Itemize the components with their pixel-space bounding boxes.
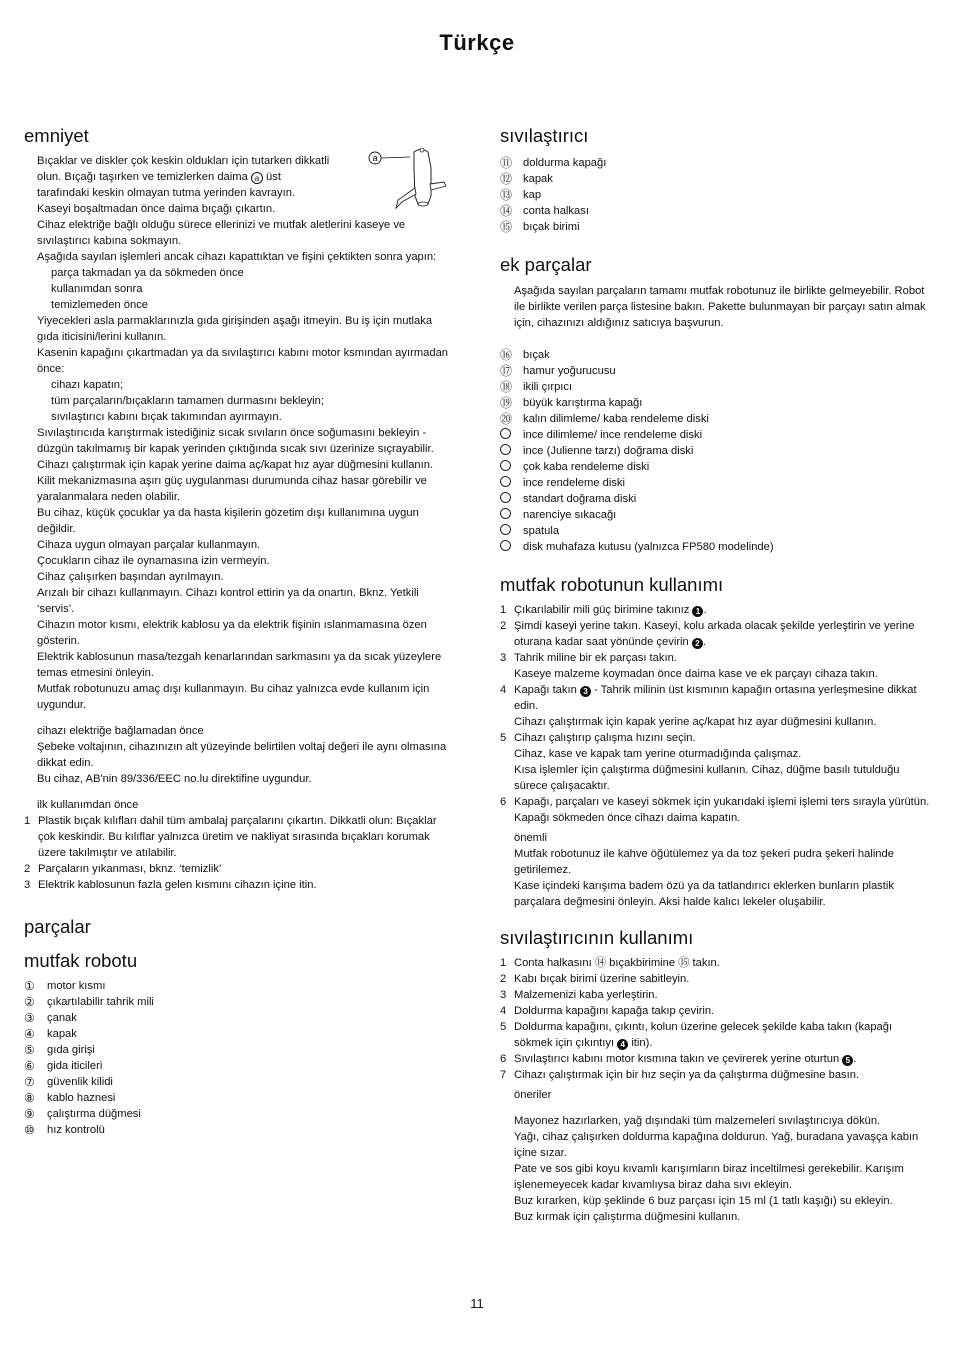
- list-item: ⑱ ikili çırpıcı: [500, 380, 573, 394]
- tips-heading: öneriler: [514, 1089, 552, 1101]
- list-item: ⑩ hız kontrolü: [24, 1123, 105, 1137]
- list-item: 2 Şimdi kaseyi yerine takın. Kaseyi, kolu arkada olacak şekilde yerleştirin ve yerine oturana kadar saat yönünde çevirin 2 .: [500, 620, 915, 648]
- list-item: ⑳ kalın dilimleme/ kaba rendeleme diski: [500, 412, 709, 426]
- robot-heading: mutfak robotu: [24, 950, 138, 971]
- page-number: 11: [470, 1296, 484, 1311]
- safety-line: tarafındaki keskin olmayan tutma yerinden kavrayın.: [37, 187, 296, 199]
- safety-line: Sıvılaştırıcıda karıştırmak istediğiniz sıcak sıvıların önce soğumasını bekleyin - düzgün takılmamış bir kapak yerinden çıktığında sıcak sıvı üzerinize sıçrayabilir.: [37, 427, 434, 455]
- ref-3-icon: 3: [580, 686, 591, 697]
- list-item: standart doğrama diski: [500, 491, 932, 507]
- important-heading: önemli: [514, 832, 547, 844]
- tip-line: Yağı, cihaz çalışırken doldurma kapağına doldurun. Yağ, buradana yavaşça kabın içine sızar.: [514, 1131, 919, 1159]
- list-item: 3 Tahrik miline bir ek parçası takın. Kaseye malzeme koymadan önce daima kase ve ek parçayı cihaza takın.: [500, 652, 878, 680]
- ref-1-icon: 1: [692, 606, 703, 617]
- list-item: 6 Kapağı, parçaları ve kaseyi sökmek için yukarıdaki işlemi işlemi ters sırayla yürütün. Kapağı sökmeden önce cihazı daima kapatın.: [500, 796, 930, 824]
- circle-marker-icon: [500, 476, 511, 487]
- attachments-intro: Aşağıda sayılan parçaların tamamı mutfak robotunuz ile birlikte gelmeyebilir. Robot ile birlikte verilen parça listesine bakın. Pakette bulunmayan bir parçayı satın almak için, cihazınızı aldığınız satıcıya başvurun.: [514, 285, 926, 329]
- list-item: 1 Çıkarılabilir mili güç birimine takınız 1 .: [500, 604, 707, 616]
- list-item: ⑭ conta halkası: [500, 204, 589, 218]
- safety-line: Cihazın motor kısmı, elektrik kablosu ya da elektrik fişinin ıslanmamasına özen gösterin.: [37, 619, 427, 647]
- list-item: 4 Kapağı takın 3 - Tahrik milinin üst kısmının kapağın ortasına yerleşmesine dikkat edin. Cihazı çalıştırmak için kapak yerine aç/kapat hız ayar düğmesini kullanın.: [500, 684, 917, 728]
- connect-line: Şebeke voltajının, cihazınızın alt yüzeyinde belirtilen voltaj değeri ile aynı olmasına dikkat edin.: [37, 741, 447, 769]
- safety-line: Bu cihaz, küçük çocuklar ya da hasta kişilerin gözetim dışı kullanımına uygun değildir.: [37, 507, 419, 535]
- list-item: 2 Kabı bıçak birimi üzerine sabitleyin.: [500, 973, 690, 985]
- connect-heading: cihazı elektriğe bağlamadan önce: [37, 725, 204, 737]
- list-item: ⑬ kap: [500, 188, 542, 202]
- safety-subitem: tüm parçaların/bıçakların tamamen durmasını bekleyin;: [51, 395, 324, 407]
- connect-line: Bu cihaz, AB'nin 89/336/EEC no.lu direktifine uygundur.: [37, 773, 312, 785]
- list-item: ② çıkartılabilir tahrik mili: [24, 995, 154, 1009]
- page-title: Türkçe: [439, 30, 515, 55]
- safety-line: Cihazı çalıştırmak için kapak yerine daima aç/kapat hız ayar düğmesini kullanın.: [37, 459, 434, 471]
- list-item: ince (Julienne tarzı) doğrama diski: [500, 443, 932, 459]
- list-item: 3 Malzemenizi kaba yerleştirin.: [500, 989, 658, 1001]
- safety-line: Kaseyi boşaltmadan önce daima bıçağı çıkartın.: [37, 203, 276, 215]
- list-item: spatula: [500, 523, 932, 539]
- figure-label: a: [372, 153, 378, 163]
- list-item: ⑫ kapak: [500, 172, 553, 186]
- right-column: [500, 124, 932, 1225]
- tip-line: Buz kırmak için çalıştırma düğmesini kullanın.: [514, 1211, 741, 1223]
- attachments-heading: ek parçalar: [500, 254, 592, 275]
- attachments-list: [500, 347, 932, 555]
- circle-marker-icon: [500, 460, 511, 471]
- list-item: ⑰ hamur yoğurucusu: [500, 364, 616, 378]
- circle-marker-icon: [500, 444, 511, 455]
- safety-line: Cihaza uygun olmayan parçalar kullanmayın.: [37, 539, 261, 551]
- ref-2-icon: 2: [692, 638, 703, 649]
- safety-line: Cihaz elektriğe bağlı olduğu sürece ellerinizi ve mutfak aletlerini kaseye ve sıvılaştırıcı kabına sokmayın.: [37, 219, 406, 247]
- liquidiser-usage-heading: sıvılaştırıcının kullanımı: [500, 927, 694, 948]
- list-item: 7 Cihazı çalıştırmak için bir hız seçin ya da çalıştırma düğmesine basın.: [500, 1069, 860, 1081]
- liquidiser-usage-steps: [500, 955, 932, 1083]
- liquidiser-heading: sıvılaştırıcı: [500, 125, 589, 146]
- tips-section: [500, 1087, 932, 1225]
- safety-subitem: temizlemeden önce: [51, 299, 149, 311]
- list-item: ⑦ güvenlik kilidi: [24, 1075, 113, 1089]
- list-item: ince rendeleme diski: [500, 475, 932, 491]
- list-item: 5 Doldurma kapağını, çıkıntı, kolun üzerine gelecek şekilde kaba takın (kapağı sökmek için çıkıntıyı 4 itin).: [500, 1021, 893, 1049]
- circle-marker-icon: [500, 524, 511, 535]
- circle-marker-icon: [500, 540, 511, 551]
- tip-line: Pate ve sos gibi koyu kıvamlı karışımların biraz inceltilmesi gerekebilir. Karışım işlenemeyecek kadar kıvamlıysa biraz daha sıvı ekleyin.: [514, 1163, 904, 1191]
- list-item: çok kaba rendeleme diski: [500, 459, 932, 475]
- safety-line: Çocukların cihaz ile oynamasına izin vermeyin.: [37, 555, 270, 567]
- list-item: ⑮ bıçak birimi: [500, 220, 580, 234]
- safety-line: Kasenin kapağını çıkartmadan ya da sıvılaştırıcı kabını motor ksmından ayırmadan önce:: [37, 347, 449, 375]
- part-a-marker: a: [251, 172, 263, 184]
- important-line: Mutfak robotunuz ile kahve öğütülemez ya da toz şekeri pudra şekeri halinde getirilemez.: [514, 848, 894, 876]
- list-item: ④ kapak: [24, 1027, 77, 1041]
- list-item: 2 Parçaların yıkanması, bknz. ‘temizlik’: [24, 863, 222, 875]
- safety-line: Arızalı bir cihazı kullanmayın. Cihazı kontrol ettirin ya da onartın. Bknz. Yetkili ‘servis’.: [37, 587, 419, 615]
- list-item: ⑤ gıda girişi: [24, 1043, 95, 1057]
- ref-5-icon: 5: [842, 1055, 853, 1066]
- list-item: ⑪ doldurma kapağı: [500, 156, 607, 170]
- safety-line: Aşağıda sayılan işlemleri ancak cihazı kapattıktan ve fişini çektikten sonra yapın:: [37, 251, 437, 263]
- list-item: ince dilimleme/ ince rendeleme diski: [500, 427, 932, 443]
- list-item: disk muhafaza kutusu (yalnızca FP580 modelinde): [500, 539, 932, 555]
- circle-marker-icon: [500, 492, 511, 503]
- left-column: [24, 124, 456, 1138]
- safety-line: olun. Bıçağı taşırken ve temizlerken daima a üst: [37, 171, 281, 183]
- important-line: Kase içindeki karışıma badem özü ya da tatlandırıcı eklerken bunların plastik parçalara değmesini önleyin. Aksi halde kalıcı lekeler oluşabilir.: [514, 880, 894, 908]
- safety-heading: emniyet: [24, 125, 89, 146]
- safety-line: Kilit mekanizmasına aşırı güç uygulanması durumunda cihaz hasar görebilir ve yaralanmalara neden olabilir.: [37, 475, 427, 503]
- list-item: ⑥ gida iticileri: [24, 1059, 103, 1073]
- safety-subitem: parça takmadan ya da sökmeden önce: [51, 267, 244, 279]
- circle-marker-icon: [500, 508, 511, 519]
- tip-line: Buz kırarken, küp şeklinde 6 buz parçası için 15 ml (1 tatlı kaşığı) su ekleyin.: [514, 1195, 893, 1207]
- list-item: 3 Elektrik kablosunun fazla gelen kısmını cihazın içine itin.: [24, 879, 317, 891]
- list-item: ⑨ çalıştırma düğmesi: [24, 1107, 141, 1121]
- list-item: ① motor kısmı: [24, 979, 106, 993]
- list-item: 6 Sıvılaştırıcı kabını motor kısmına takın ve çevirerek yerine oturtun 5 .: [500, 1053, 857, 1065]
- list-item: ⑧ kablo haznesi: [24, 1091, 116, 1105]
- list-item: ③ çanak: [24, 1011, 77, 1025]
- list-item: ⑯ bıçak: [500, 348, 550, 362]
- safety-subitem: sıvılaştırıcı kabını bıçak takımından ayırmayın.: [51, 411, 282, 423]
- usage-heading: mutfak robotunun kullanımı: [500, 574, 724, 595]
- important-note: [500, 830, 932, 910]
- list-item: 1 Plastik bıçak kılıfları dahil tüm ambalaj parçalarını çıkartın. Dikkatli olun: Bıçaklar çok keskindir. Bu kılıflar yalnızca üretim ve nakliyat sırasında bıçakları korumak üzere takılmıştır ve atılabilir.: [24, 815, 437, 859]
- safety-section: [24, 153, 456, 813]
- safety-line: Yiyecekleri asla parmaklarınızla gıda girişinden aşağı itmeyin. Bu iş için mutlaka gıda iticisini/lerini kullanın.: [37, 315, 433, 343]
- list-item: 1 Conta halkasını ⑭ bıçakbirimine ⑮ takın.: [500, 957, 720, 969]
- blade-illustration: [368, 148, 448, 218]
- list-item: ⑲ büyük karıştırma kapağı: [500, 396, 643, 410]
- ref-4-icon: 4: [617, 1039, 628, 1050]
- first-use-steps: [24, 813, 456, 893]
- safety-line: Elektrik kablosunun masa/tezgah kenarlarından sarkmasını ya da sıcak yüzeylere temas etmesini önleyin.: [37, 651, 442, 679]
- list-item: narenciye sıkacağı: [500, 507, 932, 523]
- safety-subitem: cihazı kapatın;: [51, 379, 124, 391]
- list-item: 4 Doldurma kapağını kapağa takıp çevirin.: [500, 1005, 715, 1017]
- robot-parts-list: [24, 978, 456, 1138]
- circle-marker-icon: [500, 428, 511, 439]
- tip-line: Mayonez hazırlarken, yağ dışındaki tüm malzemeleri sıvılaştırıcıya dökün.: [514, 1115, 881, 1127]
- liquidiser-parts-list: [500, 155, 932, 235]
- parts-heading: parçalar: [24, 916, 91, 937]
- list-item: 5 Cihazı çalıştırıp çalışma hızını seçin. Cihaz, kase ve kapak tam yerine oturmadığında çalışmaz. Kısa işlemler için çalıştırma düğmesini kullanın. Cihaz, düğme basılı tutulduğu sürece çalışacaktır.: [500, 732, 900, 792]
- safety-line: Mutfak robotunuzu amaç dışı kullanmayın. Bu cihaz yalnızca evde kullanım için uygundur.: [37, 683, 430, 711]
- safety-line: Bıçaklar ve diskler çok keskin oldukları için tutarken dikkatli: [37, 155, 330, 167]
- safety-subitem: kullanımdan sonra: [51, 283, 143, 295]
- safety-line: Cihaz çalışırken başından ayrılmayın.: [37, 571, 224, 583]
- first-use-heading: ilk kullanımdan önce: [37, 799, 139, 811]
- usage-steps: [500, 602, 932, 826]
